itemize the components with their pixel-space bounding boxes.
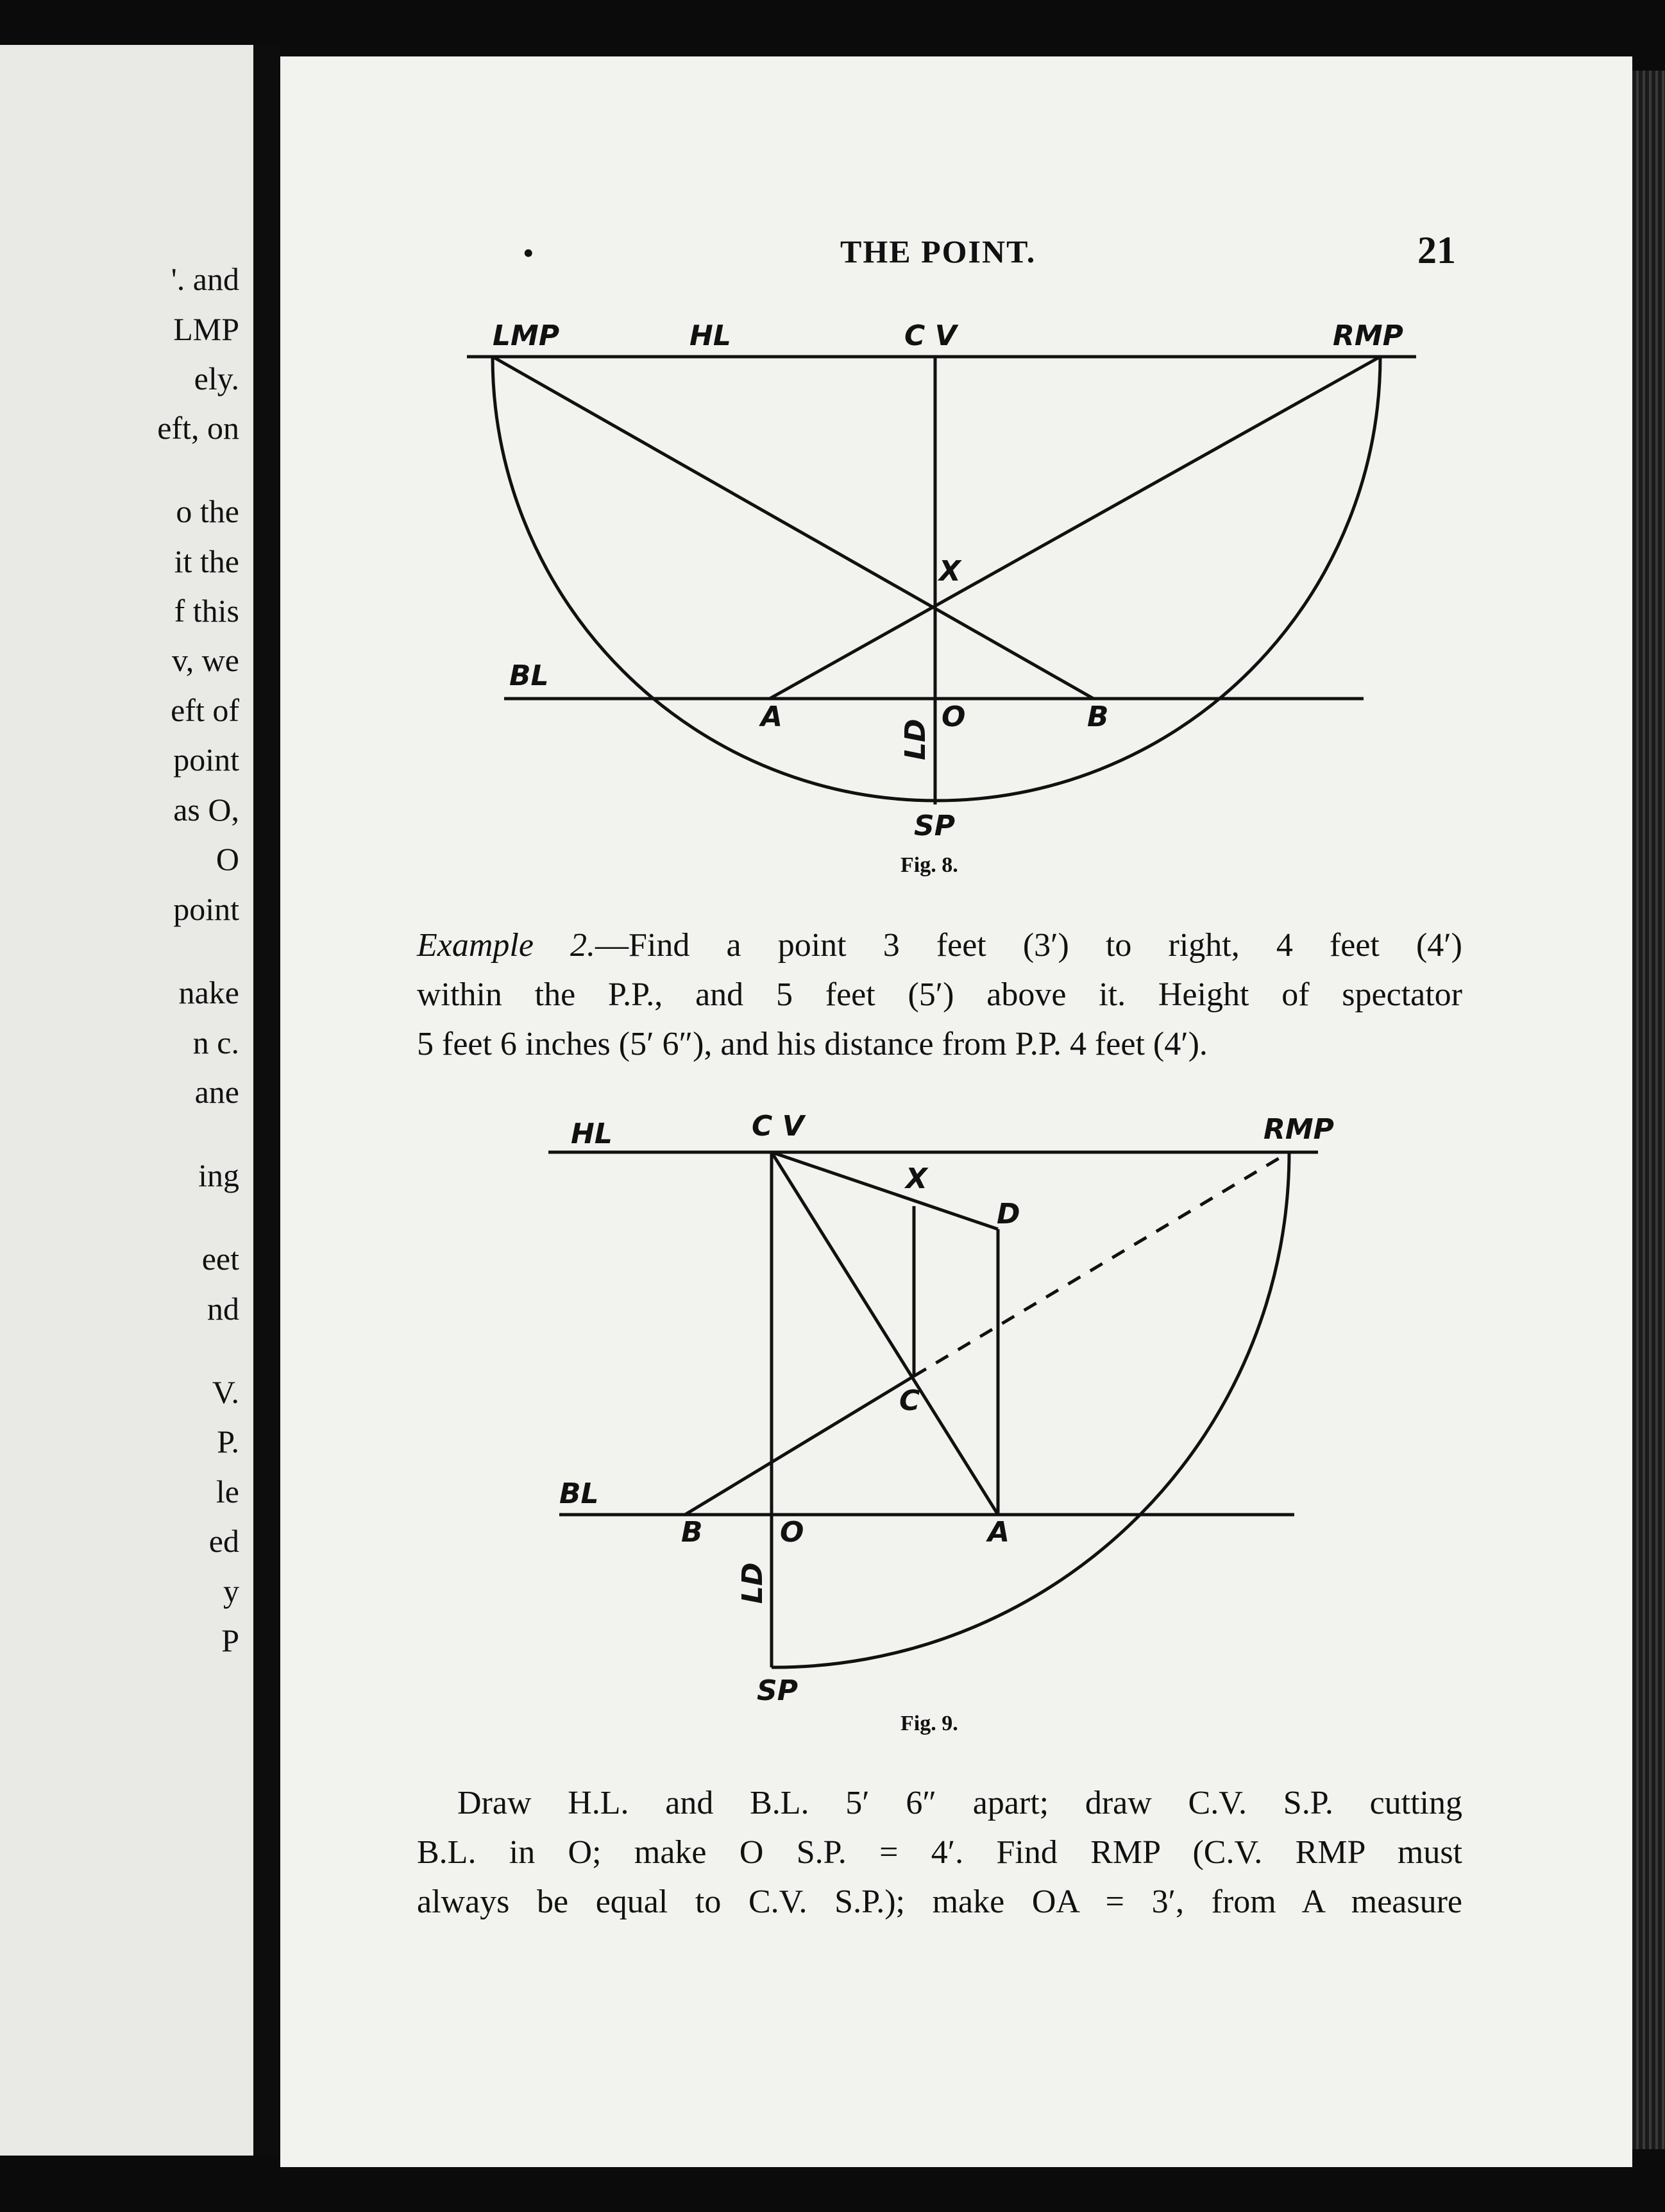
page-number: 21 (1417, 229, 1456, 271)
fig9-cv-to-a (772, 1152, 998, 1515)
left-page-fragment: eft of (171, 692, 239, 728)
fig9-label-c: C (899, 1384, 920, 1417)
left-page-fragment: nd (207, 1291, 239, 1327)
fig8-label-sp: SP (914, 810, 955, 842)
fig8-label-x: X (939, 555, 961, 588)
left-page-fragment: it the (174, 543, 239, 579)
left-page-fragment: nake (178, 974, 239, 1010)
fig9-label-b: B (681, 1516, 703, 1549)
fig8-label-hl: HL (689, 319, 731, 352)
left-page-fragment: ely. (194, 361, 239, 396)
left-page-fragment: v, we (171, 642, 239, 678)
left-page-fragment: '. and (171, 261, 239, 297)
fig9-label-rmp: RMP (1264, 1113, 1334, 1146)
left-page-fragment: n c. (192, 1025, 239, 1060)
left-page-fragment: le (216, 1474, 239, 1510)
fig9-label-x: X (906, 1162, 927, 1195)
fig9-arc (772, 1152, 1289, 1667)
fig9-label-d: D (997, 1198, 1020, 1230)
example-line-3: 5 feet 6 inches (5′ 6″), and his distance from P.P. 4 feet (4′). (417, 1026, 1208, 1062)
instructions-line-1: Draw H.L. and B.L. 5′ 6″ apart; draw C.V. S.P. cutting (457, 1785, 1462, 1821)
header-dot: • (523, 235, 534, 271)
left-page-fragment: point (173, 891, 239, 927)
fig9-label-a: A (988, 1516, 1010, 1549)
instructions-paragraph (417, 1778, 1462, 1927)
fig9-cv-to-d (772, 1152, 998, 1229)
example-line-1: —Find a point 3 feet (3′) to right, 4 feet (4′) (595, 927, 1462, 964)
fig9-label-ld: LD (736, 1562, 769, 1604)
left-page-fragment: LMP (173, 311, 239, 347)
left-page-fragment: f this (174, 593, 239, 629)
figure-9-caption: Fig. 9. (900, 1712, 958, 1735)
fig9-label-bl: BL (559, 1477, 599, 1510)
fig9-c-to-rmp-dashed (914, 1152, 1289, 1376)
left-page-fragment: ing (198, 1157, 239, 1193)
left-page-fragment: y (223, 1573, 239, 1609)
left-page-fragment: o the (176, 493, 239, 529)
left-page-fragment: P (221, 1622, 239, 1658)
fig9-label-sp: SP (757, 1674, 798, 1707)
fig8-label-rmp: RMP (1333, 319, 1403, 352)
left-page-fragment: O (216, 841, 239, 877)
fig8-label-a: A (761, 701, 783, 733)
fig9-label-o: O (780, 1516, 804, 1549)
figure-8-caption: Fig. 8. (900, 853, 958, 877)
fig9-label-hl: HL (571, 1118, 613, 1150)
left-page-fragment: P. (217, 1424, 239, 1459)
fig8-label-lmp: LMP (493, 319, 560, 352)
example-label: Example 2. (417, 927, 596, 964)
left-page-fragment: V. (212, 1374, 239, 1410)
fig9-label-cv: C V (752, 1110, 804, 1143)
fig8-label-b: B (1087, 701, 1109, 733)
left-page-fragment: point (173, 742, 239, 778)
instructions-line-3: always be equal to C.V. S.P.); make OA = 3′, from A measure (417, 1884, 1462, 1920)
left-page-fragment: eft, on (157, 410, 239, 446)
fig8-label-ld: LD (899, 719, 932, 760)
fig8-label-cv: C V (904, 319, 957, 352)
fig8-label-bl: BL (509, 659, 549, 692)
running-header: THE POINT. (840, 234, 1036, 269)
fig8-label-o: O (942, 701, 966, 733)
left-page-fragment: as O, (173, 792, 239, 828)
left-page-fragment: eet (201, 1241, 239, 1277)
left-page-fragment: ane (194, 1074, 239, 1110)
left-page-fragment: ed (208, 1523, 239, 1559)
example-line-2: within the P.P., and 5 feet (5′) above it. Height of spectator (417, 976, 1462, 1013)
fig9-b-to-c (685, 1376, 914, 1515)
instructions-line-2: B.L. in O; make O S.P. = 4′. Find RMP (C.V. RMP must (417, 1834, 1462, 1871)
